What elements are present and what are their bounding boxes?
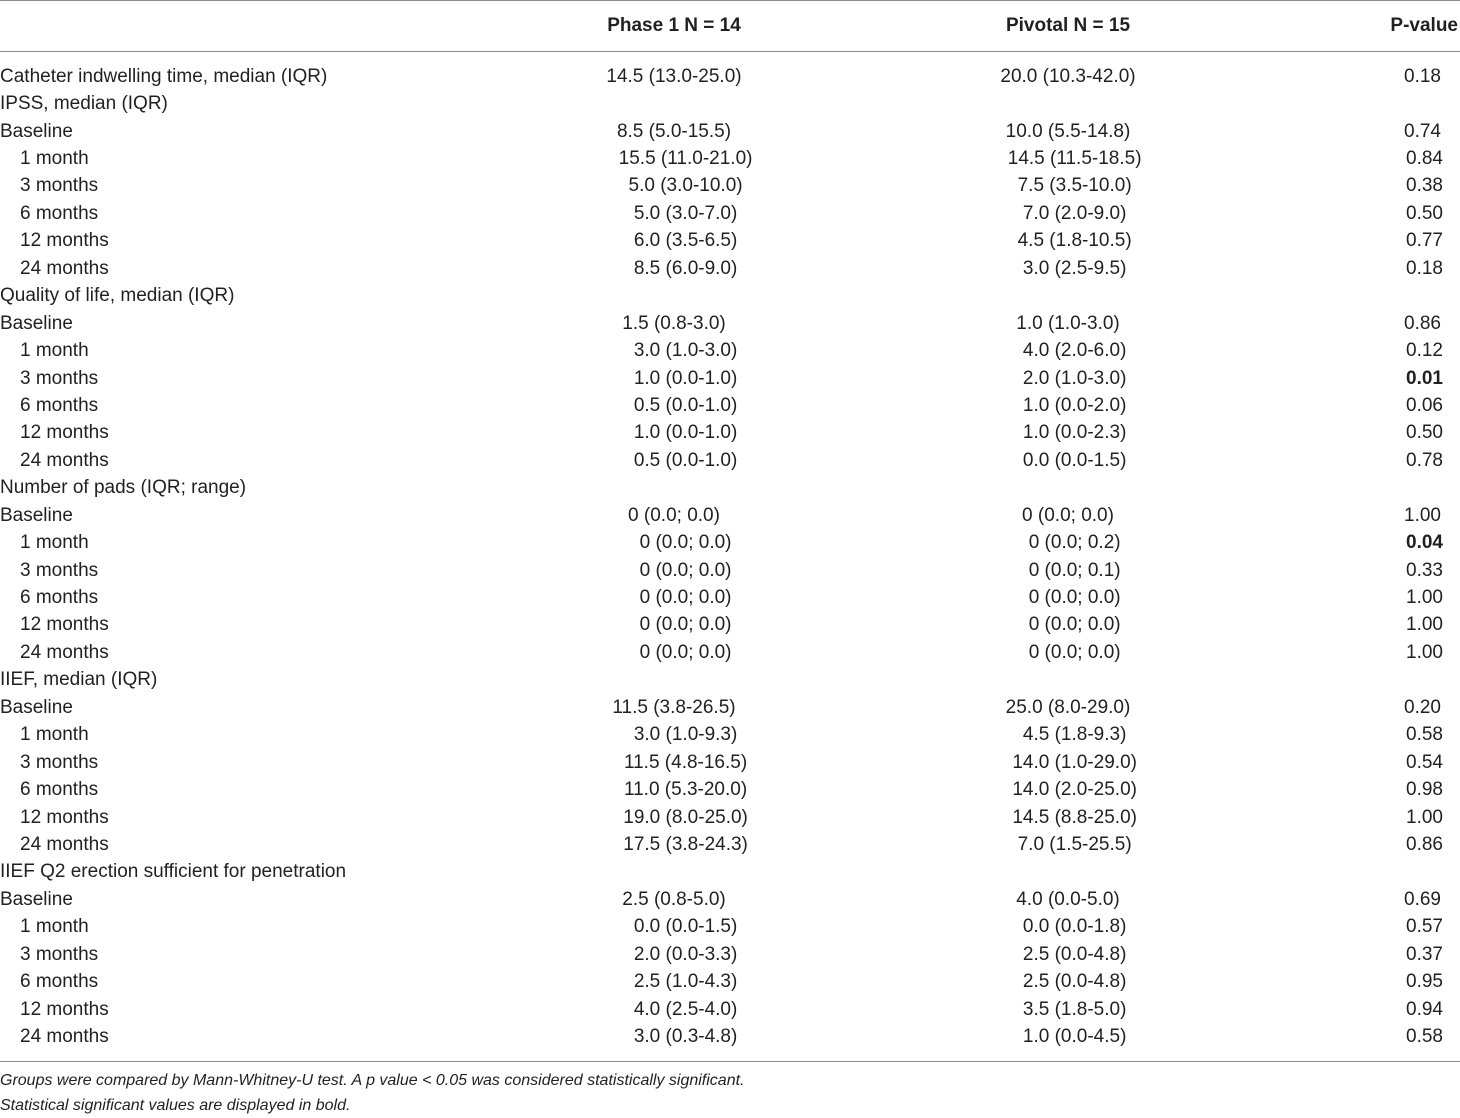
row-phase1-value: 11.5 (4.8-16.5): [623, 751, 748, 773]
table-row: [0, 1023, 1460, 1050]
row-p-value: 1.00: [1406, 641, 1443, 663]
row-phase1-value: 4.0 (2.5-4.0): [633, 998, 738, 1020]
row-label: Baseline: [0, 504, 73, 526]
row-p-value: 0.20: [1404, 696, 1441, 718]
footnote-bold: Statistical significant values are displayed in bold.: [0, 1096, 351, 1114]
row-phase1-value: 8.5 (5.0-15.5): [616, 120, 732, 142]
table-row: [0, 612, 1460, 639]
row-phase1-value: 11.0 (5.3-20.0): [623, 779, 748, 801]
table-row: [0, 447, 1460, 474]
row-phase1-value: 0 (0.0; 0.0): [639, 532, 732, 554]
row-phase1-value: 2.5 (1.0-4.3): [633, 971, 738, 993]
row-p-value: 0.77: [1406, 230, 1443, 252]
row-phase1-value: 0 (0.0; 0.0): [639, 614, 732, 636]
footnote-test: Groups were compared by Mann-Whitney-U test. A p value < 0.05 was considered statistically significant.: [0, 1072, 745, 1089]
row-pivotal-value: 7.0 (2.0-9.0): [1022, 202, 1127, 224]
table-body: [0, 63, 1460, 1061]
row-p-value: 1.00: [1406, 614, 1443, 636]
row-p-value: 0.58: [1406, 1026, 1443, 1048]
row-pivotal-value: 14.5 (8.8-25.0): [1012, 806, 1137, 828]
table-row: [0, 859, 1460, 886]
row-pivotal-value: 0 (0.0; 0.0): [1022, 504, 1114, 526]
row-phase1-value: 17.5 (3.8-24.3): [623, 833, 748, 855]
row-pivotal-value: 4.0 (2.0-6.0): [1022, 340, 1127, 362]
row-pivotal-value: 1.0 (0.0-4.5): [1022, 1026, 1127, 1048]
row-phase1-value: 0.5 (0.0-1.0): [633, 394, 738, 416]
row-p-value: 0.58: [1406, 724, 1443, 746]
row-label: 24 months: [20, 257, 109, 279]
table-row: [0, 255, 1460, 282]
row-phase1-value: 1.0 (0.0-1.0): [633, 367, 738, 389]
row-p-value: 0.95: [1406, 971, 1443, 993]
row-label: 1 month: [20, 148, 89, 170]
row-p-value: 0.78: [1406, 449, 1443, 471]
row-phase1-value: 1.0 (0.0-1.0): [633, 422, 738, 444]
row-label: 12 months: [20, 998, 109, 1020]
row-label: 12 months: [20, 806, 109, 828]
row-phase1-value: 6.0 (3.5-6.5): [633, 230, 738, 252]
row-phase1-value: 2.0 (0.0-3.3): [633, 943, 738, 965]
row-p-value: 0.84: [1406, 148, 1443, 170]
row-p-value: 1.00: [1406, 587, 1443, 609]
row-pivotal-value: 3.5 (1.8-5.0): [1022, 998, 1127, 1020]
row-label: 3 months: [20, 559, 99, 581]
row-p-value: 1.00: [1404, 504, 1441, 526]
row-label: 6 months: [20, 587, 99, 609]
row-p-value: 0.18: [1404, 65, 1441, 87]
row-label: IPSS, median (IQR): [0, 93, 168, 115]
table-row: [0, 200, 1460, 227]
row-phase1-value: 15.5 (11.0-21.0): [618, 148, 753, 170]
row-pivotal-value: 2.5 (0.0-4.8): [1022, 971, 1127, 993]
row-pivotal-value: 0 (0.0; 0.0): [1028, 614, 1121, 636]
table-row: [0, 337, 1460, 364]
row-pivotal-value: 0 (0.0; 0.0): [1028, 587, 1121, 609]
table-row: [0, 310, 1460, 337]
row-label: 6 months: [20, 202, 99, 224]
row-phase1-value: 14.5 (13.0-25.0): [606, 65, 742, 87]
row-p-value: 0.12: [1406, 340, 1443, 362]
table-row: [0, 639, 1460, 666]
row-phase1-value: 8.5 (6.0-9.0): [633, 257, 738, 279]
row-label: 24 months: [20, 641, 109, 663]
table-row: [0, 968, 1460, 995]
row-phase1-value: 0 (0.0; 0.0): [639, 559, 732, 581]
table-row: [0, 584, 1460, 611]
row-p-value: 0.06: [1406, 394, 1443, 416]
row-phase1-value: 0.5 (0.0-1.0): [633, 449, 738, 471]
table-row: [0, 283, 1460, 310]
row-pivotal-value: 0 (0.0; 0.0): [1028, 641, 1121, 663]
row-pivotal-value: 0.0 (0.0-1.5): [1022, 449, 1127, 471]
row-phase1-value: 5.0 (3.0-7.0): [633, 202, 738, 224]
table-row: [0, 228, 1460, 255]
row-phase1-value: 0 (0.0; 0.0): [639, 587, 732, 609]
row-phase1-value: 11.5 (3.8-26.5): [612, 696, 736, 718]
row-pivotal-value: 0 (0.0; 0.2): [1028, 532, 1121, 554]
row-label: 3 months: [20, 943, 99, 965]
row-label: 24 months: [20, 449, 109, 471]
table-row: [0, 529, 1460, 556]
row-phase1-value: 3.0 (1.0-9.3): [633, 724, 738, 746]
row-p-value: 0.57: [1406, 916, 1443, 938]
row-pivotal-value: 4.0 (0.0-5.0): [1016, 888, 1120, 910]
table-row: [0, 145, 1460, 172]
table-header-row: [0, 1, 1460, 51]
row-p-value: 0.37: [1406, 943, 1443, 965]
row-phase1-value: 5.0 (3.0-10.0): [628, 175, 743, 197]
header-p-value: P-value: [1390, 15, 1458, 36]
row-pivotal-value: 4.5 (1.8-9.3): [1022, 724, 1127, 746]
row-p-value: 0.38: [1406, 175, 1443, 197]
row-pivotal-value: 1.0 (0.0-2.0): [1022, 394, 1127, 416]
table-row: [0, 173, 1460, 200]
row-pivotal-value: 14.0 (1.0-29.0): [1012, 751, 1137, 773]
row-pivotal-value: 14.0 (2.0-25.0): [1012, 779, 1137, 801]
header-pivotal: Pivotal N = 15: [1005, 15, 1131, 36]
row-label: 3 months: [20, 367, 99, 389]
row-label: Number of pads (IQR; range): [0, 477, 247, 499]
row-p-value: 0.04: [1406, 532, 1443, 554]
row-label: IIEF, median (IQR): [0, 669, 158, 691]
table-row: [0, 831, 1460, 858]
row-phase1-value: 3.0 (1.0-3.0): [633, 340, 738, 362]
table-row: [0, 365, 1460, 392]
row-label: 24 months: [20, 1026, 109, 1048]
header-phase1: Phase 1 N = 14: [607, 15, 741, 36]
row-p-value: 0.54: [1406, 751, 1443, 773]
row-pivotal-value: 0.0 (0.0-1.8): [1022, 916, 1127, 938]
row-label: Quality of life, median (IQR): [0, 285, 235, 307]
row-phase1-value: 19.0 (8.0-25.0): [623, 806, 748, 828]
row-pivotal-value: 20.0 (10.3-42.0): [1000, 65, 1136, 87]
row-label: 1 month: [20, 340, 89, 362]
table-row: [0, 749, 1460, 776]
table-row: [0, 118, 1460, 145]
table-row: [0, 996, 1460, 1023]
row-p-value: 0.86: [1404, 312, 1441, 334]
table-row: [0, 776, 1460, 803]
row-p-value: 0.33: [1406, 559, 1443, 581]
row-pivotal-value: 10.0 (5.5-14.8): [1005, 120, 1131, 142]
row-pivotal-value: 2.0 (1.0-3.0): [1022, 367, 1127, 389]
row-p-value: 0.69: [1404, 888, 1441, 910]
table-row: [0, 886, 1460, 913]
row-p-value: 1.00: [1406, 806, 1443, 828]
table-row: [0, 420, 1460, 447]
table-row: [0, 475, 1460, 502]
table-row: [0, 392, 1460, 419]
row-phase1-value: 0 (0.0; 0.0): [628, 504, 720, 526]
row-p-value: 0.74: [1404, 120, 1441, 142]
row-pivotal-value: 2.5 (0.0-4.8): [1022, 943, 1127, 965]
table-row: [0, 90, 1460, 117]
table-header-rule: [0, 51, 1460, 52]
row-label: 1 month: [20, 916, 89, 938]
table-row: [0, 667, 1460, 694]
row-p-value: 0.50: [1406, 422, 1443, 444]
row-p-value: 0.18: [1406, 257, 1443, 279]
table-row: [0, 557, 1460, 584]
table-row: [0, 63, 1460, 90]
row-label: Baseline: [0, 888, 73, 910]
row-label: 6 months: [20, 971, 99, 993]
row-p-value: 0.86: [1406, 833, 1443, 855]
row-label: Baseline: [0, 696, 73, 718]
table-row: [0, 941, 1460, 968]
row-pivotal-value: 25.0 (8.0-29.0): [1005, 696, 1131, 718]
table-row: [0, 722, 1460, 749]
row-pivotal-value: 7.0 (1.5-25.5): [1017, 833, 1132, 855]
row-phase1-value: 0.0 (0.0-1.5): [633, 916, 738, 938]
row-label: 1 month: [20, 532, 89, 554]
row-label: 6 months: [20, 394, 99, 416]
row-label: 3 months: [20, 751, 99, 773]
row-p-value: 0.50: [1406, 202, 1443, 224]
row-p-value: 0.01: [1406, 367, 1443, 389]
row-phase1-value: 0 (0.0; 0.0): [639, 641, 732, 663]
row-label: 12 months: [20, 422, 109, 444]
row-label: IIEF Q2 erection sufficient for penetration: [0, 861, 347, 883]
row-label: Baseline: [0, 120, 73, 142]
row-phase1-value: 1.5 (0.8-3.0): [622, 312, 726, 334]
table-row: [0, 502, 1460, 529]
row-p-value: 0.98: [1406, 779, 1443, 801]
row-label: Baseline: [0, 312, 73, 334]
table-row: [0, 804, 1460, 831]
row-phase1-value: 3.0 (0.3-4.8): [633, 1026, 738, 1048]
table-footnotes: [0, 1062, 1460, 1118]
row-p-value: 0.94: [1406, 998, 1443, 1020]
row-pivotal-value: 3.0 (2.5-9.5): [1022, 257, 1127, 279]
row-pivotal-value: 1.0 (1.0-3.0): [1016, 312, 1120, 334]
row-label: 24 months: [20, 833, 109, 855]
row-label: 12 months: [20, 230, 109, 252]
table-row: [0, 694, 1460, 721]
row-label: Catheter indwelling time, median (IQR): [0, 65, 328, 87]
row-pivotal-value: 14.5 (11.5-18.5): [1007, 148, 1142, 170]
row-label: 6 months: [20, 779, 99, 801]
row-pivotal-value: 7.5 (3.5-10.0): [1017, 175, 1132, 197]
table-row: [0, 914, 1460, 941]
row-label: 1 month: [20, 724, 89, 746]
row-pivotal-value: 4.5 (1.8-10.5): [1017, 230, 1132, 252]
row-pivotal-value: 0 (0.0; 0.1): [1028, 559, 1121, 581]
row-label: 3 months: [20, 175, 99, 197]
row-pivotal-value: 1.0 (0.0-2.3): [1022, 422, 1127, 444]
row-phase1-value: 2.5 (0.8-5.0): [622, 888, 726, 910]
row-label: 12 months: [20, 614, 109, 636]
